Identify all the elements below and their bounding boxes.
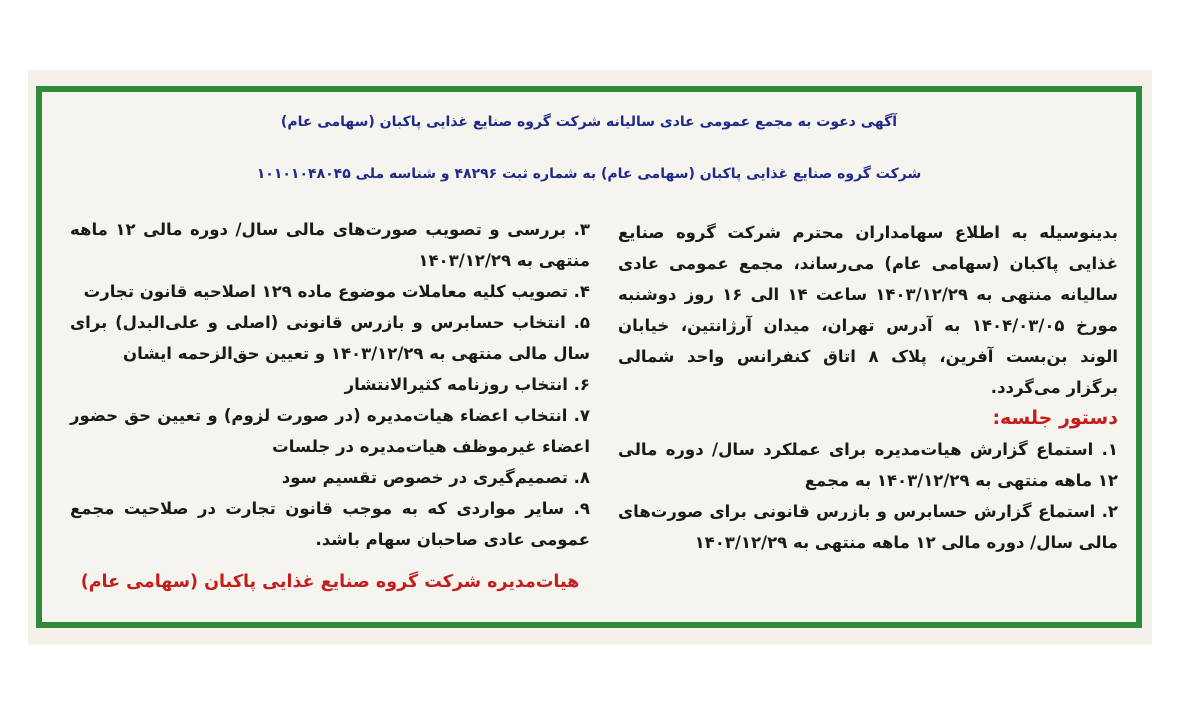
agenda-item: ۹. سایر مواردی که به موجب قانون تجارت در صلاحیت مجمع عمومی عادی صاحبان سهام باشد. [70, 499, 590, 549]
agenda-item: ۵. انتخاب حسابرس و بازرس قانونی (اصلی و علی‌البدل) برای سال مالی منتهی به ۱۴۰۳/۱۲/۲۹ و تعیین حق‌الزحمه ایشان [70, 313, 590, 363]
announcement-frame [36, 86, 1142, 628]
board-signature: هیات‌مدیره شرکت گروه صنایع غذایی پاکبان (سهامی عام) [80, 572, 580, 592]
agenda-item: ۳. بررسی و تصویب صورت‌های مالی سال/ دوره مالی ۱۲ ماهه منتهی به ۱۴۰۳/۱۲/۲۹ [70, 220, 590, 270]
agenda-item: ۱. استماع گزارش هیات‌مدیره برای عملکرد سال/ دوره مالی ۱۲ ماهه منتهی به ۱۴۰۳/۱۲/۲۹ به مجمع [618, 440, 1118, 490]
announcement-title: آگهی دعوت به مجمع عمومی عادی سالیانه شرکت گروه صنایع غذایی پاکبان (سهامی عام) [280, 114, 898, 130]
company-registration-line: شرکت گروه صنایع غذایی پاکبان (سهامی عام) به شماره ثبت ۴۸۲۹۶ و شناسه ملی ۱۰۱۰۱۰۴۸۰۴۵ [256, 166, 922, 182]
agenda-item: ۸. تصمیم‌گیری در خصوص تقسیم سود [281, 468, 590, 487]
agenda-heading: دستور جلسه: [992, 407, 1118, 429]
agenda-item: ۴. تصویب کلیه معاملات موضوع ماده ۱۲۹ اصلاحیه قانون تجارت [83, 282, 590, 301]
right-column [618, 217, 1118, 558]
agenda-item: ۷. انتخاب اعضاء هیات‌مدیره (در صورت لزوم) و تعیین حق حضور اعضاء غیرموظف هیات‌مدیره در جلسات [70, 406, 590, 456]
intro-paragraph: بدینوسیله به اطلاع سهامداران محترم شرکت گروه صنایع غذایی پاکبان (سهامی عام) می‌رساند، مجمع عمومی عادی سالیانه منتهی به ۱۴۰۳/۱۲/۲۹ ساعت ۱۴ الی ۱۶ روز دوشنبه مورخ ۱۴۰۴/۰۳/۰۵ به آدرس تهران، میدان آرژانتین، خیابان الوند بن‌بست آفرین، پلاک ۸ اتاق کنفرانس واحد شمالی برگزار می‌گردد. [618, 223, 1119, 397]
agenda-item: ۲. استماع گزارش حسابرس و بازرس قانونی برای صورت‌های مالی سال/ دوره مالی ۱۲ ماهه منتهی به ۱۴۰۳/۱۲/۲۹ [618, 502, 1118, 552]
left-column [70, 214, 590, 555]
agenda-item: ۶. انتخاب روزنامه کثیرالانتشار [344, 375, 590, 394]
